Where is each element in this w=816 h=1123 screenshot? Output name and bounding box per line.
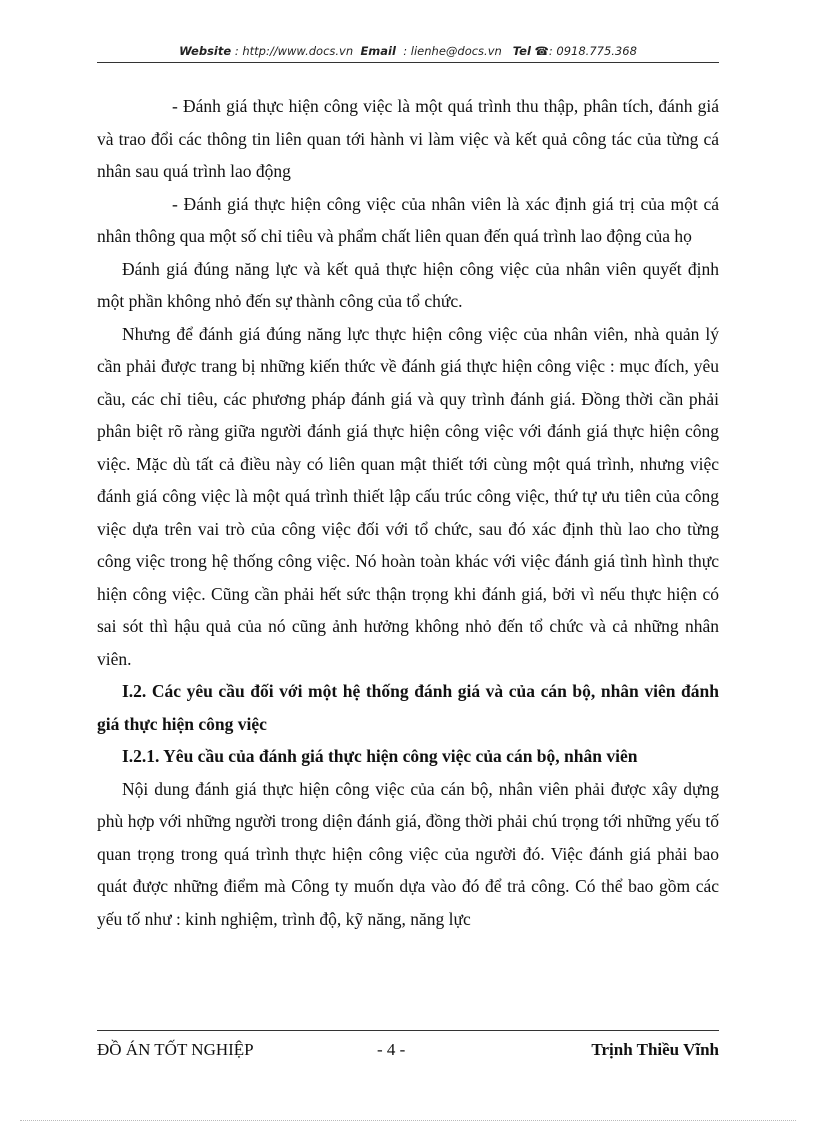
page-footer [97,1040,719,1060]
email-label: Email [360,44,396,58]
page-number: - 4 - [377,1040,406,1059]
bullet-paragraph-2: - Đánh giá thực hiện công việc của nhân viên là xác định giá trị của một cá nhân thông qua một số chỉ tiêu và phẩm chất liên quan đến quá trình lao động của họ [97,193,719,246]
tel-label: Tel [512,44,531,58]
tel-value: : 0918.775.368 [548,44,637,58]
phone-icon: ☎ [534,44,549,58]
document-body [97,90,719,935]
page-header [97,44,719,63]
paragraph-3: Đánh giá đúng năng lực và kết quả thực hiện công việc của nhân viên quyết định một phần không nhỏ đến sự thành công của tổ chức. [97,258,719,311]
footer-title: ĐỒ ÁN TỐT NGHIỆP [97,1040,254,1059]
page-edge-divider [20,1120,796,1121]
section-heading: I.2. Các yêu cầu đối với một hệ thống đánh giá và của cán bộ, nhân viên đánh giá thực hiện công việc [97,681,719,734]
paragraph-4: Nhưng để đánh giá đúng năng lực thực hiện công việc của nhân viên, nhà quản lý cần phải được trang bị những kiến thức về đánh giá thực hiện công việc : mục đích, yêu cầu, các chỉ tiêu, các phương pháp đánh giá và quy trình đánh giá. Đồng thời cần phải phân biệt rõ ràng giữa người đánh giá thực hiện công việc với đánh giá thực hiện công việc. Mặc dù tất cả điều này có liên quan mật thiết tới cùng một quá trình, nhưng việc đánh giá công việc là một quá trình thiết lập cấu trúc công việc, thứ tự ưu tiên của công việc dựa trên vai trò của công việc đối với tổ chức, sau đó xác định thù lao cho từng công việc trong hệ thống công việc. Nó hoàn toàn khác với việc đánh giá tình hình thực hiện công việc. Cũng cần phải hết sức thận trọng khi đánh giá, bởi vì nếu thực hiện có sai sót thì hậu quả của nó cũng ảnh hưởng không nhỏ đến tổ chức và cả những nhân viên. [97,323,719,669]
email-value: : lienhe@docs.vn [403,44,502,58]
subsection-heading: I.2.1. Yêu cầu của đánh giá thực hiện công việc của cán bộ, nhân viên [122,746,638,766]
website-label: Website [179,44,232,58]
paragraph-5: Nội dung đánh giá thực hiện công việc của cán bộ, nhân viên phải được xây dựng phù hợp với những người trong diện đánh giá, đồng thời phải chú trọng tới những yếu tố quan trọng trong quá trình thực hiện công việc của người đó. Việc đánh giá phải bao quát được những điểm mà Công ty muốn dựa vào đó để trả công. Có thể bao gồm các yếu tố như : kinh nghiệm, trình độ, kỹ năng, năng lực [97,778,719,929]
website-value: : http://www.docs.vn [234,44,354,58]
bullet-paragraph-1: - Đánh giá thực hiện công việc là một quá trình thu thập, phân tích, đánh giá và trao đổi các thông tin liên quan tới hành vi làm việc và kết quả công tác của từng cá nhân sau quá trình lao động [97,96,719,181]
footer-author: Trịnh Thiều Vĩnh [591,1040,719,1059]
footer-divider [97,1030,719,1031]
